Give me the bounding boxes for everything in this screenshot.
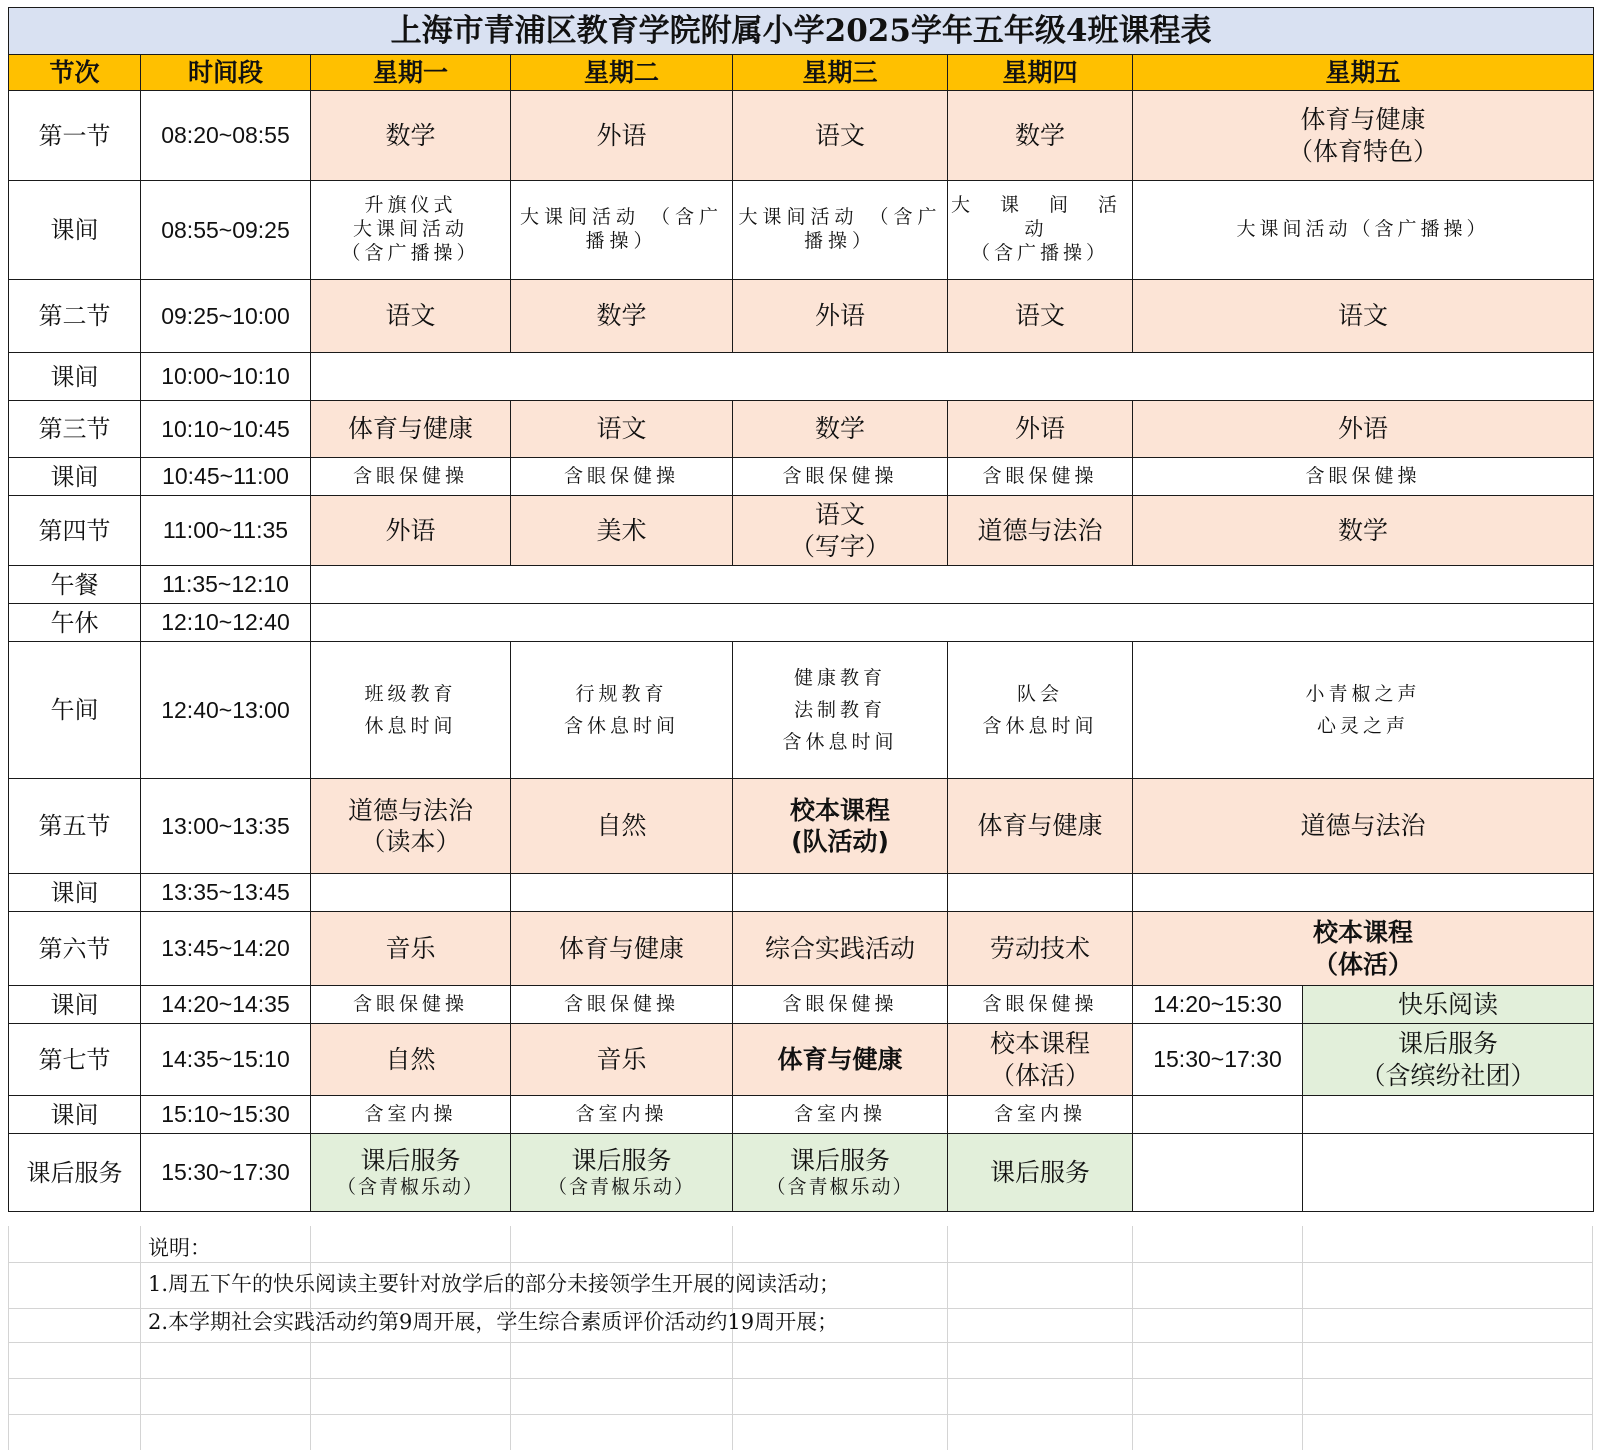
header-thursday: 星期四 <box>948 55 1133 91</box>
activity-line: 健康教育 <box>793 666 886 689</box>
activity-line: 心灵之声 <box>1317 715 1410 737</box>
period-label: 课间 <box>9 353 141 401</box>
time-range: 12:10~12:40 <box>141 604 311 642</box>
activity-cell <box>948 642 1133 779</box>
class-cell: 美术 <box>511 496 733 566</box>
table-row <box>9 874 1594 912</box>
gridline <box>1592 1226 1593 1450</box>
activity-cell: 含室内操 <box>511 1096 733 1134</box>
service-note: （含青椒乐动） <box>547 1176 695 1199</box>
period-label: 第二节 <box>9 280 141 353</box>
class-cell: 外语 <box>311 496 511 566</box>
activity-line: 大课间活动 <box>352 218 468 241</box>
service-cell: 快乐阅读 <box>1303 986 1594 1024</box>
class-cell: 综合实践活动 <box>733 912 948 986</box>
activity-line: 法制教育 <box>793 698 886 721</box>
class-name: 校本课程 <box>1313 918 1414 948</box>
table-row <box>9 353 1594 401</box>
activity-line: 含休息时间 <box>982 715 1098 737</box>
period-label: 课间 <box>9 458 141 496</box>
class-cell: 自然 <box>511 779 733 874</box>
activity-cell: 含眼保健操 <box>311 458 511 496</box>
table-row <box>9 642 1594 779</box>
table-row <box>9 91 1594 181</box>
gridline <box>8 1226 9 1450</box>
activity-line: 行规教育 <box>575 682 668 705</box>
time-range: 10:45~11:00 <box>141 458 311 496</box>
activity-cell <box>311 181 511 280</box>
period-label: 第六节 <box>9 912 141 986</box>
class-note: （体活） <box>989 1060 1090 1090</box>
empty-cell <box>1303 1096 1594 1134</box>
table-row <box>9 986 1594 1024</box>
time-range: 13:00~13:35 <box>141 779 311 874</box>
table-row <box>9 912 1594 986</box>
table-row <box>9 604 1594 642</box>
class-cell: 数学 <box>733 401 948 458</box>
class-cell: 道德与法治 <box>1133 779 1594 874</box>
activity-cell <box>1133 642 1594 779</box>
schedule-table <box>8 7 1594 1212</box>
activity-cell: 含眼保健操 <box>948 458 1133 496</box>
time-range: 12:40~13:00 <box>141 642 311 779</box>
class-cell: 语文 <box>1133 280 1594 353</box>
gridline <box>947 1226 948 1450</box>
header-monday: 星期一 <box>311 55 511 91</box>
gridline <box>140 1226 141 1450</box>
activity-line: 小青椒之声 <box>1305 682 1421 705</box>
class-cell: 数学 <box>511 280 733 353</box>
class-cell <box>733 779 948 874</box>
time-range: 11:00~11:35 <box>141 496 311 566</box>
time-range: 13:35~13:45 <box>141 874 311 912</box>
activity-cell: 含眼保健操 <box>733 986 948 1024</box>
class-name: 校本课程 <box>789 795 890 825</box>
table-row <box>9 458 1594 496</box>
gridline <box>310 1226 311 1450</box>
table-row <box>9 1134 1594 1212</box>
class-cell: 体育与健康 <box>733 1024 948 1096</box>
empty-cell <box>1303 1134 1594 1212</box>
class-note: （读本） <box>360 827 461 856</box>
empty-cell <box>1133 1134 1303 1212</box>
service-name: 课后服务 <box>360 1146 461 1175</box>
activity-line: （含广播操） <box>341 241 480 264</box>
class-cell: 音乐 <box>511 1024 733 1096</box>
activity-cell: 含室内操 <box>311 1096 511 1134</box>
activity-line: 休息时间 <box>364 715 457 737</box>
period-label: 午餐 <box>9 566 141 604</box>
class-cell: 体育与健康 <box>311 401 511 458</box>
period-label: 午休 <box>9 604 141 642</box>
class-cell: 语文 <box>311 280 511 353</box>
class-cell <box>311 779 511 874</box>
gridline <box>8 1342 1593 1343</box>
service-note: （含青椒乐动） <box>336 1176 484 1199</box>
class-name: 道德与法治 <box>347 795 473 825</box>
class-cell: 语文 <box>948 280 1133 353</box>
activity-cell: 含眼保健操 <box>1133 458 1594 496</box>
period-label: 课间 <box>9 986 141 1024</box>
class-cell: 数学 <box>311 91 511 181</box>
class-note: （写字） <box>789 531 890 561</box>
time-range: 14:20~14:35 <box>141 986 311 1024</box>
activity-line: （含广播操） <box>970 241 1109 264</box>
notes-heading: 说明： <box>148 1236 211 1260</box>
class-cell: 语文 <box>511 401 733 458</box>
period-label: 第三节 <box>9 401 141 458</box>
header-wednesday: 星期三 <box>733 55 948 91</box>
service-note: （含缤纷社团） <box>1360 1060 1536 1090</box>
time-range: 14:20~15:30 <box>1133 986 1303 1024</box>
service-name: 课后服务 <box>789 1146 890 1175</box>
period-label: 午间 <box>9 642 141 779</box>
activity-line: 队会 <box>1016 682 1063 705</box>
table-row <box>9 280 1594 353</box>
empty-cell <box>948 874 1133 912</box>
activity-cell <box>948 181 1133 280</box>
class-cell: 数学 <box>948 91 1133 181</box>
class-cell <box>1133 91 1594 181</box>
empty-cell <box>511 874 733 912</box>
activity-cell: 含眼保健操 <box>311 986 511 1024</box>
table-row <box>9 1024 1594 1096</box>
empty-cell <box>1133 874 1594 912</box>
time-range: 15:30~17:30 <box>141 1134 311 1212</box>
class-cell: 道德与法治 <box>948 496 1133 566</box>
table-row <box>9 496 1594 566</box>
activity-cell: 含室内操 <box>948 1096 1133 1134</box>
activity-line: 升旗仪式 <box>364 194 457 217</box>
class-note: （体育特色） <box>1288 136 1439 166</box>
time-range: 11:35~12:10 <box>141 566 311 604</box>
class-cell <box>948 1024 1133 1096</box>
activity-line: 班级教育 <box>364 682 457 705</box>
gridline <box>8 1262 1593 1263</box>
class-note: （体活） <box>1313 949 1414 979</box>
empty-cell <box>311 353 1594 401</box>
activity-cell: 大课间活动 （含广播操） <box>733 181 948 280</box>
class-cell: 外语 <box>511 91 733 181</box>
class-cell: 数学 <box>1133 496 1594 566</box>
class-name: 体育与健康 <box>1300 105 1426 135</box>
activity-cell <box>511 642 733 779</box>
class-cell: 外语 <box>948 401 1133 458</box>
gridline <box>8 1378 1593 1379</box>
period-label: 课间 <box>9 874 141 912</box>
service-cell <box>511 1134 733 1212</box>
gridline <box>1132 1226 1133 1450</box>
activity-cell: 含眼保健操 <box>948 986 1133 1024</box>
empty-cell <box>1133 1096 1303 1134</box>
class-cell <box>1133 912 1594 986</box>
class-cell: 语文 <box>733 91 948 181</box>
gridline <box>8 1414 1593 1415</box>
note-line-2: 2.本学期社会实践活动约第9周开展，学生综合素质评价活动约19周开展； <box>148 1310 839 1334</box>
class-cell <box>733 496 948 566</box>
header-friday: 星期五 <box>1133 55 1594 91</box>
empty-cell <box>733 874 948 912</box>
service-note: （含青椒乐动） <box>766 1176 914 1199</box>
time-range: 10:10~10:45 <box>141 401 311 458</box>
period-label: 课间 <box>9 181 141 280</box>
class-cell: 音乐 <box>311 912 511 986</box>
class-cell: 外语 <box>1133 401 1594 458</box>
empty-cell <box>311 604 1594 642</box>
activity-cell <box>311 642 511 779</box>
activity-cell: 含室内操 <box>733 1096 948 1134</box>
table-row <box>9 181 1594 280</box>
period-label: 课后服务 <box>9 1134 141 1212</box>
activity-cell <box>733 642 948 779</box>
page-title: 上海市青浦区教育学院附属小学2025学年五年级4班课程表 <box>9 8 1594 55</box>
note-line-1: 1.周五下午的快乐阅读主要针对放学后的部分未接领学生开展的阅读活动； <box>148 1272 841 1296</box>
period-label: 第四节 <box>9 496 141 566</box>
table-row <box>9 1096 1594 1134</box>
empty-cell <box>311 566 1594 604</box>
class-cell: 体育与健康 <box>511 912 733 986</box>
table-row <box>9 779 1594 874</box>
activity-cell: 大课间活动 （含广播操） <box>511 181 733 280</box>
period-label: 第七节 <box>9 1024 141 1096</box>
table-row <box>9 401 1594 458</box>
activity-line: 含休息时间 <box>563 715 679 737</box>
time-range: 08:55~09:25 <box>141 181 311 280</box>
table-row <box>9 566 1594 604</box>
header-tuesday: 星期二 <box>511 55 733 91</box>
class-name: 校本课程 <box>989 1029 1090 1059</box>
service-cell <box>733 1134 948 1212</box>
service-cell: 课后服务 <box>948 1134 1133 1212</box>
activity-cell: 大课间活动（含广播操） <box>1133 181 1594 280</box>
period-label: 第五节 <box>9 779 141 874</box>
class-cell: 自然 <box>311 1024 511 1096</box>
activity-cell: 含眼保健操 <box>511 986 733 1024</box>
activity-cell: 含眼保健操 <box>733 458 948 496</box>
class-cell: 劳动技术 <box>948 912 1133 986</box>
time-range: 15:30~17:30 <box>1133 1024 1303 1096</box>
header-time: 时间段 <box>141 55 311 91</box>
time-range: 13:45~14:20 <box>141 912 311 986</box>
period-label: 课间 <box>9 1096 141 1134</box>
period-label: 第一节 <box>9 91 141 181</box>
activity-line: 大 课 间 活 动 <box>950 194 1130 241</box>
activity-line: 含休息时间 <box>782 731 898 754</box>
class-note: (队活动) <box>791 827 889 856</box>
time-range: 08:20~08:55 <box>141 91 311 181</box>
class-name: 语文 <box>814 500 865 530</box>
activity-cell: 含眼保健操 <box>511 458 733 496</box>
service-name: 课后服务 <box>571 1146 672 1175</box>
service-name: 课后服务 <box>1398 1029 1499 1059</box>
class-cell: 外语 <box>733 280 948 353</box>
service-cell <box>1303 1024 1594 1096</box>
time-range: 09:25~10:00 <box>141 280 311 353</box>
gridline <box>510 1226 511 1450</box>
service-cell <box>311 1134 511 1212</box>
time-range: 14:35~15:10 <box>141 1024 311 1096</box>
time-range: 15:10~15:30 <box>141 1096 311 1134</box>
header-period: 节次 <box>9 55 141 91</box>
gridline <box>1302 1226 1303 1450</box>
class-cell: 体育与健康 <box>948 779 1133 874</box>
empty-cell <box>311 874 511 912</box>
gridline <box>732 1226 733 1450</box>
time-range: 10:00~10:10 <box>141 353 311 401</box>
